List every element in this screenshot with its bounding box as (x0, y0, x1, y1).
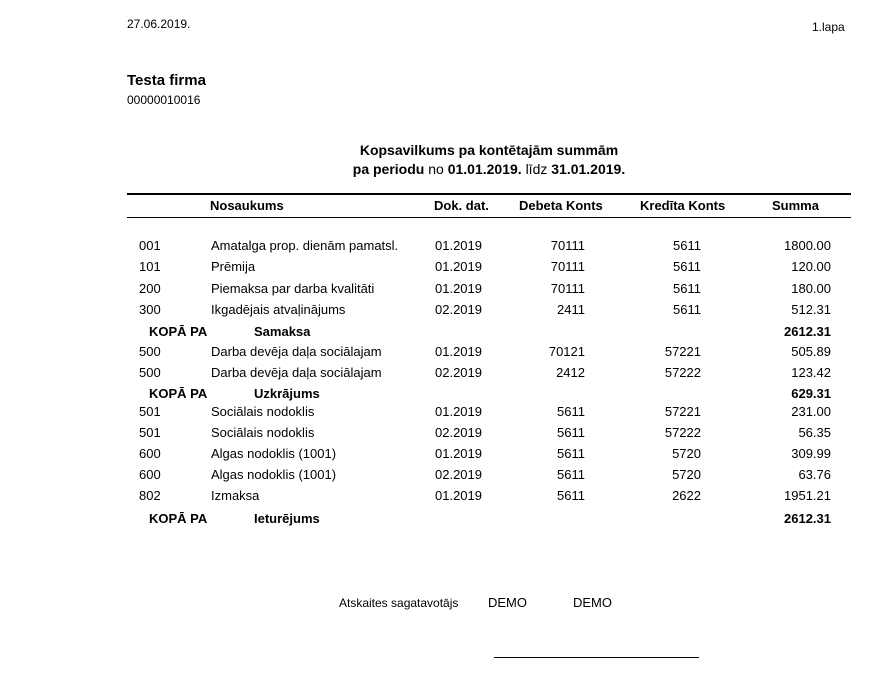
row-debit: 5611 (557, 425, 585, 440)
row-name: Darba devēja daļa sociālajam (211, 365, 382, 380)
prepared-by-label: Atskaites sagatavotājs (339, 596, 459, 610)
row-debit: 70111 (550, 281, 585, 296)
row-code: 501 (139, 404, 161, 419)
row-code: 600 (139, 467, 161, 482)
row-date: 01.2019 (435, 281, 482, 296)
company-name: Testa firma (127, 72, 206, 89)
row-date: 01.2019 (435, 446, 482, 461)
row-code: 802 (139, 488, 161, 503)
row-sum: 180.00 (791, 281, 831, 296)
row-credit: 2622 (672, 488, 701, 503)
row-code: 501 (139, 425, 161, 440)
col-header-name: Nosaukums (210, 198, 284, 213)
total-sum: 2612.31 (784, 511, 831, 526)
row-debit: 2412 (556, 365, 585, 380)
signature-line (494, 657, 699, 658)
row-credit: 5611 (673, 238, 701, 253)
row-sum: 505.89 (791, 344, 831, 359)
page-number: 1.lapa (812, 20, 845, 34)
row-name: Prēmija (211, 259, 256, 274)
row-date: 02.2019 (435, 302, 482, 317)
row-sum: 123.42 (791, 365, 831, 380)
row-debit: 5611 (557, 404, 585, 419)
row-debit: 2411 (557, 302, 585, 317)
period-to-date: 31.01.2019. (551, 161, 626, 177)
total-label: KOPĀ PA (149, 324, 208, 339)
report-title: Kopsavilkums pa kontētajām summām (359, 142, 619, 158)
row-code: 500 (139, 344, 161, 359)
total-group: Uzkrājums (254, 386, 320, 401)
row-date: 01.2019 (435, 238, 482, 253)
row-code: 200 (139, 281, 161, 296)
row-date: 01.2019 (435, 404, 482, 419)
row-credit: 5720 (672, 446, 701, 461)
row-date: 02.2019 (435, 425, 482, 440)
row-date: 01.2019 (435, 488, 482, 503)
row-debit: 5611 (557, 488, 585, 503)
total-group: Ieturējums (254, 511, 320, 526)
row-name: Ikgadējais atvaļinājums (211, 302, 346, 317)
row-credit: 5611 (673, 281, 701, 296)
col-header-credit: Kredīta Konts (640, 198, 726, 213)
row-sum: 63.76 (798, 467, 831, 482)
row-date: 02.2019 (435, 365, 482, 380)
period-from-date: 01.01.2019. (447, 161, 522, 177)
row-code: 001 (139, 238, 161, 253)
row-code: 300 (139, 302, 161, 317)
period-prefix: pa periodu (352, 161, 425, 177)
row-debit: 70121 (548, 344, 585, 359)
row-name: Sociālais nodoklis (211, 404, 315, 419)
row-name: Piemaksa par darba kvalitāti (211, 281, 375, 296)
report-date: 27.06.2019. (127, 17, 191, 31)
row-sum: 120.00 (791, 259, 831, 274)
total-sum: 2612.31 (784, 324, 831, 339)
row-name: Darba devēja daļa sociālajam (211, 344, 382, 359)
total-sum: 629.31 (791, 386, 831, 401)
row-credit: 5720 (672, 467, 701, 482)
period-to-word: līdz (525, 161, 548, 177)
row-debit: 70111 (550, 238, 585, 253)
row-date: 01.2019 (435, 259, 482, 274)
preparer-last-name: DEMO (573, 595, 612, 610)
col-header-debit: Debeta Konts (519, 198, 603, 213)
row-debit: 70111 (550, 259, 585, 274)
header-bottom-rule (127, 217, 851, 218)
row-sum: 1951.21 (784, 488, 831, 503)
row-date: 01.2019 (435, 344, 482, 359)
row-credit: 57221 (664, 404, 701, 419)
row-debit: 5611 (557, 467, 585, 482)
row-credit: 5611 (673, 302, 701, 317)
row-name: Algas nodoklis (1001) (211, 446, 337, 461)
row-credit: 57221 (664, 344, 701, 359)
row-credit: 5611 (673, 259, 701, 274)
row-sum: 512.31 (791, 302, 831, 317)
row-name: Algas nodoklis (1001) (211, 467, 337, 482)
row-code: 101 (139, 259, 161, 274)
row-sum: 56.35 (798, 425, 831, 440)
row-sum: 231.00 (791, 404, 831, 419)
total-group: Samaksa (254, 324, 311, 339)
preparer-first-name: DEMO (488, 595, 527, 610)
row-name: Amatalga prop. dienām pamatsl. (211, 238, 399, 253)
company-code: 00000010016 (127, 93, 201, 107)
row-credit: 57222 (664, 425, 701, 440)
row-sum: 309.99 (791, 446, 831, 461)
row-credit: 57222 (664, 365, 701, 380)
col-header-sum: Summa (772, 198, 819, 213)
row-code: 500 (139, 365, 161, 380)
col-header-doc-date: Dok. dat. (434, 198, 489, 213)
total-label: KOPĀ PA (149, 511, 208, 526)
header-top-rule (127, 193, 851, 195)
row-debit: 5611 (557, 446, 585, 461)
total-label: KOPĀ PA (149, 386, 208, 401)
row-code: 600 (139, 446, 161, 461)
row-sum: 1800.00 (784, 238, 831, 253)
row-name: Izmaksa (211, 488, 260, 503)
row-name: Sociālais nodoklis (211, 425, 315, 440)
row-date: 02.2019 (435, 467, 482, 482)
period-from-word: no (428, 161, 444, 177)
report-period (127, 161, 851, 177)
